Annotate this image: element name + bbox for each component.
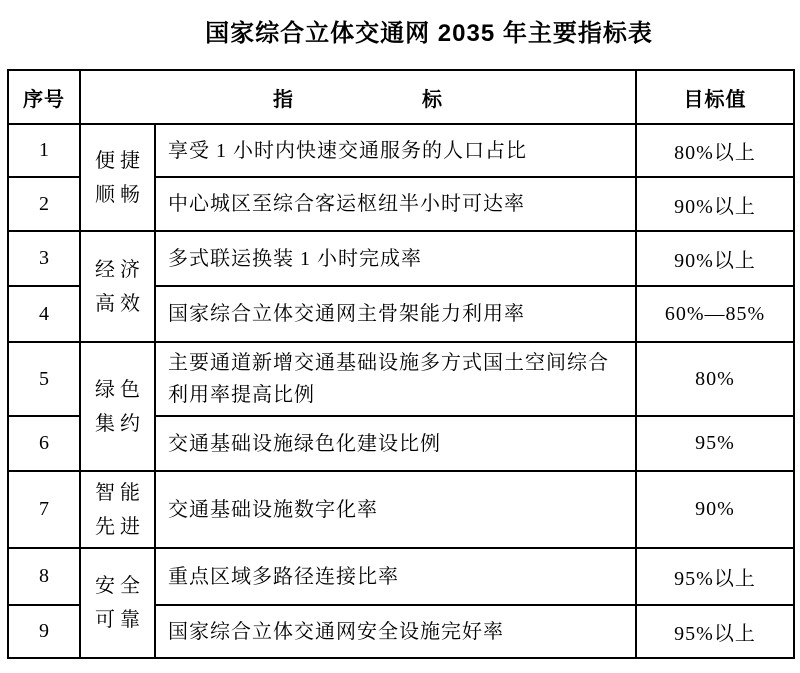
row-number-cell: 5 — [8, 342, 80, 416]
target-value-cell: 80% — [636, 342, 794, 416]
indicators-table — [7, 69, 795, 659]
category-cell — [80, 342, 155, 471]
indicator-cell: 重点区域多路径连接比率 — [155, 548, 636, 605]
target-value-cell: 90% — [636, 471, 794, 548]
category-line: 集约 — [95, 412, 145, 435]
indicator-cell: 中心城区至综合客运枢纽半小时可达率 — [155, 177, 636, 231]
table-header-row — [8, 70, 794, 124]
indicator-header-spread — [81, 83, 635, 112]
target-value-cell: 95% — [636, 416, 794, 471]
category-line: 绿色 — [95, 378, 145, 401]
target-value-cell: 90%以上 — [636, 231, 794, 286]
target-value-cell: 90%以上 — [636, 177, 794, 231]
category-line: 顺畅 — [95, 183, 145, 206]
target-value-cell: 80%以上 — [636, 124, 794, 177]
header-cell-indicator — [80, 70, 636, 124]
target-value-cell: 60%—85% — [636, 286, 794, 342]
category-cell — [80, 548, 155, 658]
row-number-cell: 6 — [8, 416, 80, 471]
indicator-cell: 交通基础设施数字化率 — [155, 471, 636, 548]
indicator-header-char-left: 指 — [273, 88, 294, 111]
category-line: 可靠 — [95, 609, 145, 631]
category-line: 先进 — [95, 515, 145, 538]
category-line: 安全 — [95, 575, 145, 597]
row-number-cell: 4 — [8, 286, 80, 342]
category-cell — [80, 471, 155, 548]
indicator-cell: 主要通道新增交通基础设施多方式国土空间综合利用率提高比例 — [155, 342, 636, 416]
category-cell — [80, 124, 155, 231]
category-line: 智能 — [95, 481, 145, 504]
category-line: 高效 — [95, 292, 145, 315]
row-number-cell: 3 — [8, 231, 80, 286]
table-row — [8, 231, 794, 286]
row-number-cell: 7 — [8, 471, 80, 548]
row-number-cell: 2 — [8, 177, 80, 231]
page-title: 国家综合立体交通网 2035 年主要指标表 — [205, 20, 653, 47]
indicator-header-char-right: 标 — [422, 88, 443, 111]
row-number-cell: 1 — [8, 124, 80, 177]
row-number-cell: 8 — [8, 548, 80, 605]
category-line: 便捷 — [95, 149, 145, 172]
target-value-cell: 95%以上 — [636, 605, 794, 658]
table-row — [8, 342, 794, 416]
indicator-cell: 交通基础设施绿色化建设比例 — [155, 416, 636, 471]
row-number-cell: 9 — [8, 605, 80, 658]
table-row — [8, 124, 794, 177]
header-cell-target: 目标值 — [636, 70, 794, 124]
indicator-cell: 国家综合立体交通网安全设施完好率 — [155, 605, 636, 658]
indicator-cell: 享受 1 小时内快速交通服务的人口占比 — [155, 124, 636, 177]
category-line: 经济 — [95, 258, 145, 281]
category-cell — [80, 231, 155, 342]
table-row — [8, 471, 794, 548]
indicator-cell: 国家综合立体交通网主骨架能力利用率 — [155, 286, 636, 342]
table-row — [8, 548, 794, 605]
header-cell-no: 序号 — [8, 70, 80, 124]
target-value-cell: 95%以上 — [636, 548, 794, 605]
indicator-cell: 多式联运换装 1 小时完成率 — [155, 231, 636, 286]
